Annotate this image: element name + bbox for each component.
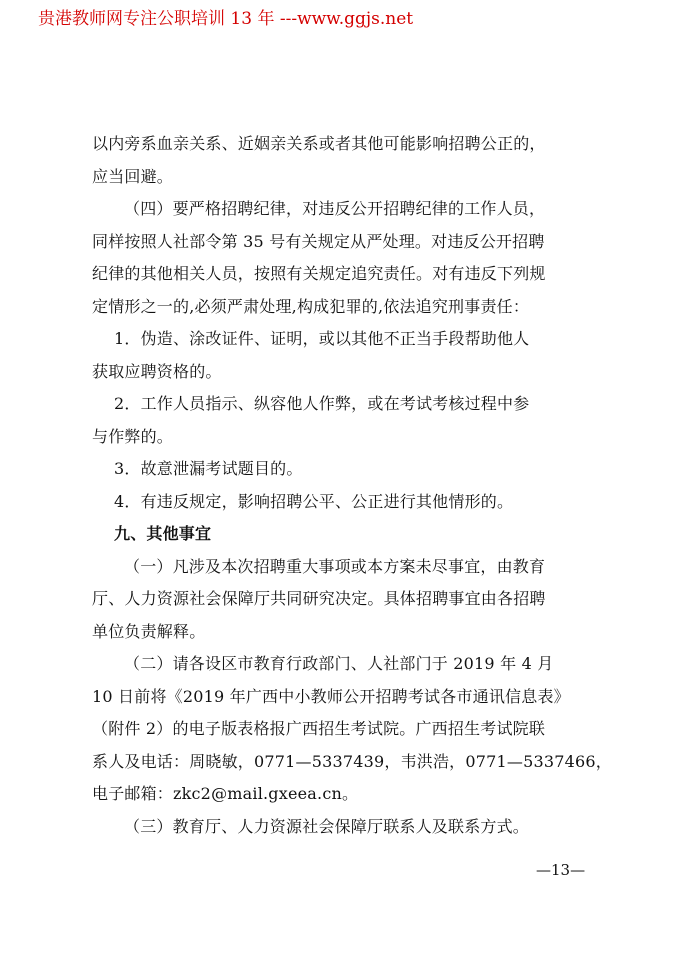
paragraph-start: （三）教育厅、人力资源社会保障厅联系人及联系方式。 [124,816,530,836]
paragraph-start: （二）请各设区市教育行政部门、人社部门于 2019 年 4 月 [124,654,554,673]
page-number: —13— [536,861,586,879]
list-item-2: 2．工作人员指示、纵容他人作弊，或在考试考核过程中参 [114,394,530,413]
body-line: 厅、人力资源社会保障厅共同研究决定。具体招聘事宜由各招聘 [92,589,546,608]
header-banner: 贵港教师网专注公职培训 13 年 ---www.ggjs.net [38,9,414,29]
body-line: 应当回避。 [92,166,174,186]
body-line: 单位负责解释。 [92,621,206,641]
list-item-4: 4．有违反规定，影响招聘公平、公正进行其他情形的。 [114,491,514,511]
list-item-3: 3．故意泄漏考试题目的。 [114,459,303,478]
body-line: 与作弊的。 [92,426,174,446]
body-line: 纪律的其他相关人员，按照有关规定追究责任。对有违反下列规 [92,264,546,283]
body-line: 系人及电话：周晓敏，0771—5337439，韦洪浩，0771—5337466， [92,751,612,771]
paragraph-start: （一）凡涉及本次招聘重大事项或本方案未尽事宜，由教育 [124,556,546,576]
page-body [92,128,612,843]
body-line: 同样按照人社部令第 35 号有关规定从严处理。对违反公开招聘 [92,231,545,251]
paragraph-start: （四）要严格招聘纪律，对违反公开招聘纪律的工作人员， [124,199,546,218]
body-line: 10 日前将《2019 年广西中小教师公开招聘考试各市通讯信息表》 [92,686,570,706]
list-item-1: 1．伪造、涂改证件、证明，或以其他不正当手段帮助他人 [114,329,530,348]
body-line: 定情形之一的,必须严肃处理,构成犯罪的,依法追究刑事责任： [92,296,530,316]
email-line: 电子邮箱：zkc2@mail.gxeea.cn。 [92,784,359,803]
body-line: 以内旁系血亲关系、近姻亲关系或者其他可能影响招聘公正的， [92,134,546,153]
body-line: 获取应聘资格的。 [92,361,222,381]
body-line: （附件 2）的电子版表格报广西招生考试院。广西招生考试院联 [92,719,546,738]
section-heading: 九、其他事宜 [114,524,212,543]
